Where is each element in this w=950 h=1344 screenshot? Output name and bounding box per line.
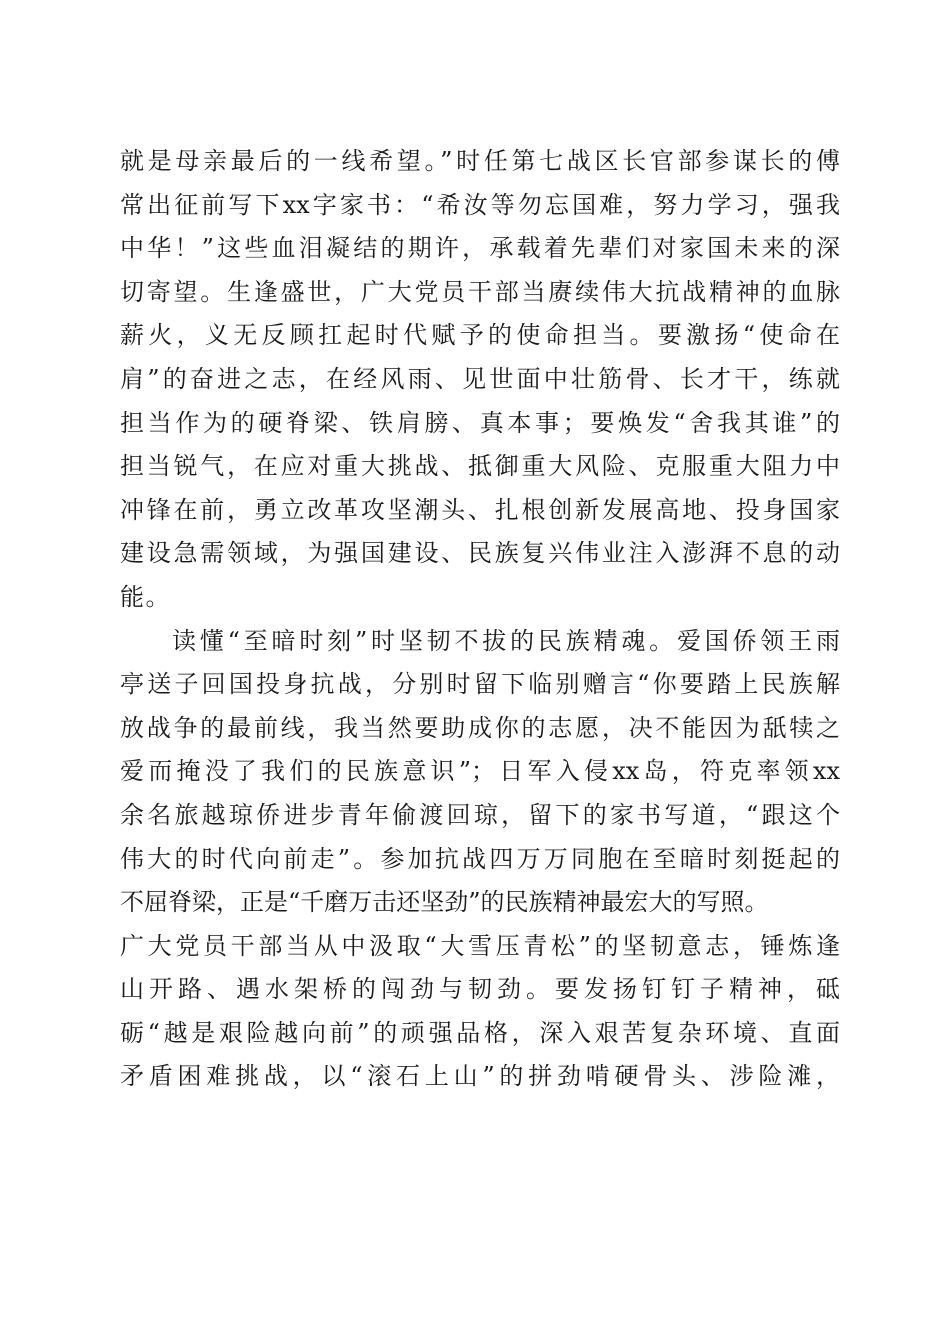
- text-line-19: 广大党员干部当从中汲取“大雪压青松”的坚韧意志，锤炼逢: [120, 931, 840, 960]
- text-line-9: 冲锋在前，勇立改革攻坚潮头、扎根创新发展高地、投身国家: [120, 495, 840, 524]
- text-line-14: 放战争的最前线，我当然要助成你的志愿，决不能因为舐犊之: [120, 713, 840, 742]
- text-line-5: 薪火，义无反顾扛起时代赋予的使命担当。要激扬“使命在: [120, 321, 840, 350]
- text-line-1: 就是母亲最后的一线希望。”时任第七战区长官部参谋长的傅: [120, 147, 840, 175]
- text-line-3: 中华！”这些血泪凝结的期许，承载着先辈们对家国未来的深: [120, 234, 840, 263]
- text-line-7: 担当作为的硬脊梁、铁肩膀、真本事；要焕发“舍我其谁”的: [120, 408, 840, 437]
- paragraph-start-line: 读懂“至暗时刻”时坚韧不拔的民族精魂。爱国侨领王雨: [172, 626, 840, 655]
- text-line-10: 建设急需领域，为强国建设、民族复兴伟业注入澎湃不息的动: [120, 539, 840, 568]
- text-line-17: 伟大的时代向前走”。参加抗战四万万同胞在至暗时刻挺起的: [120, 844, 840, 873]
- text-line-22: 矛盾困难挑战，以“滚石上山”的拼劲啃硬骨头、涉险滩，: [120, 1062, 840, 1091]
- text-line-18: 不屈脊梁，正是“千磨万击还坚劲”的民族精神最宏大的写照。: [120, 888, 769, 917]
- text-line-4: 切寄望。生逢盛世，广大党员干部当赓续伟大抗战精神的血脉: [120, 277, 840, 306]
- text-line-2: 常出征前写下xx字家书：“希汝等勿忘国难，努力学习，强我: [120, 190, 840, 219]
- text-line-8: 担当锐气，在应对重大挑战、抵御重大风险、克服重大阻力中: [120, 452, 840, 481]
- text-line-16: 余名旅越琼侨进步青年偷渡回琼，留下的家书写道，“跟这个: [120, 800, 840, 829]
- text-line-15: 爱而掩没了我们的民族意识”；日军入侵xx岛，符克率领xx: [120, 757, 840, 786]
- text-line-20: 山开路、遇水架桥的闯劲与韧劲。要发扬钉钉子精神，砥: [120, 975, 840, 1004]
- text-line-6: 肩”的奋进之志，在经风雨、见世面中壮筋骨、长才干，练就: [120, 364, 840, 393]
- body-text: [120, 140, 840, 1099]
- text-line-13: 亭送子回国投身抗战，分别时留下临别赠言“你要踏上民族解: [120, 670, 840, 699]
- text-line-11: 能。: [120, 582, 171, 611]
- text-line-21: 砺“越是艰险越向前”的顽强品格，深入艰苦复杂环境、直面: [120, 1018, 840, 1047]
